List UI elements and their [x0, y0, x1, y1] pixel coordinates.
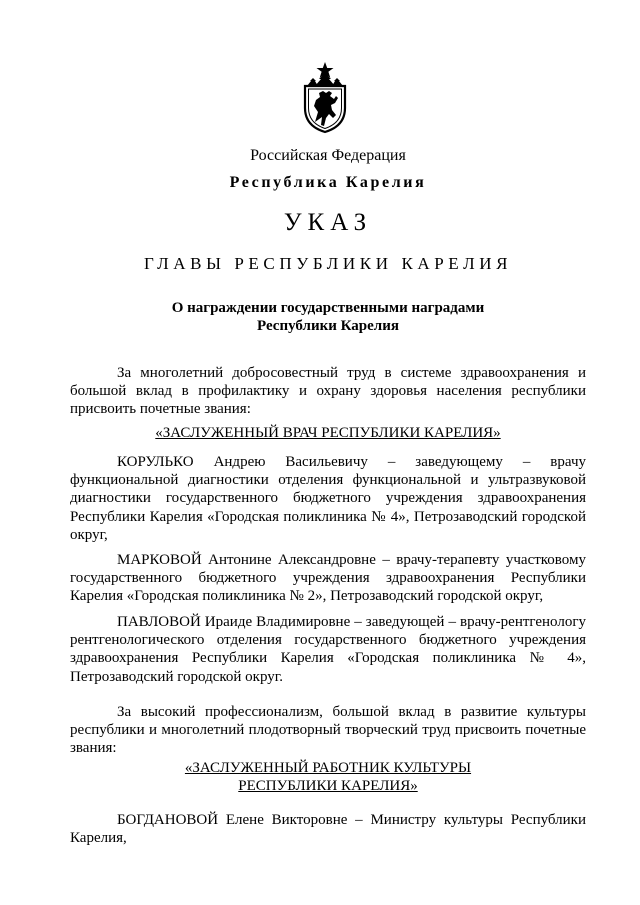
awardee-paragraph: КОРУЛЬКО Андрею Васильевичу – заведующему – врачу функциональной диагностики отделения функциональной и ультразвуковой диагностики государственного бюджетного учреждения здравоохранения Республики Карелия «Городская поликлиника № 4», Петрозаводский городской округ, [70, 454, 586, 543]
country-name: Российская Федерация [250, 147, 406, 164]
award-title-culture-line-2: РЕСПУБЛИКИ КАРЕЛИЯ» [238, 778, 418, 794]
intro-paragraph-medicine: За многолетний добросовестный труд в системе здравоохранения и большой вклад в профилактику и охрану здоровья населения республики присвоить почетные звания: [70, 365, 586, 418]
subject-line-2: Республики Карелия [257, 318, 399, 334]
award-title-culture [70, 759, 586, 795]
document-type: УКАЗ [283, 209, 373, 236]
awardee-paragraph: БОГДАНОВОЙ Елене Викторовне – Министру культуры Республики Карелия, [70, 812, 586, 847]
decree-subject [70, 299, 586, 335]
intro-paragraph-culture: За высокий профессионализм, большой вклад в развитие культуры республики и многолетний плодотворный творческий труд присвоить почетные звания: [70, 704, 586, 757]
award-title-doctor: «ЗАСЛУЖЕННЫЙ ВРАЧ РЕСПУБЛИКИ КАРЕЛИЯ» [155, 425, 501, 441]
awardee-paragraph: МАРКОВОЙ Антонине Александровне – врачу-терапевту участковому государственного бюджетного учреждения здравоохранения Республики Карелия «Городская поликлиника № 2», Петрозаводский городской округ, [70, 552, 586, 605]
issuer-title: ГЛАВЫ РЕСПУБЛИКИ КАРЕЛИЯ [143, 254, 513, 273]
awardee-paragraph: ПАВЛОВОЙ Ираиде Владимировне – заведующей – врачу-рентгенологу рентгенологического отделения государственного бюджетного учреждения здравоохранения Республики Карелия «Городская поликлиника № 4», Петрозаводский городской округ. [70, 614, 586, 685]
award-title-culture-line-1: «ЗАСЛУЖЕННЫЙ РАБОТНИК КУЛЬТУРЫ [184, 760, 472, 776]
karelia-coat-of-arms-icon [299, 60, 351, 134]
republic-name: Республика Карелия [229, 174, 427, 191]
subject-line-1: О награждении государственными наградами [171, 300, 485, 316]
